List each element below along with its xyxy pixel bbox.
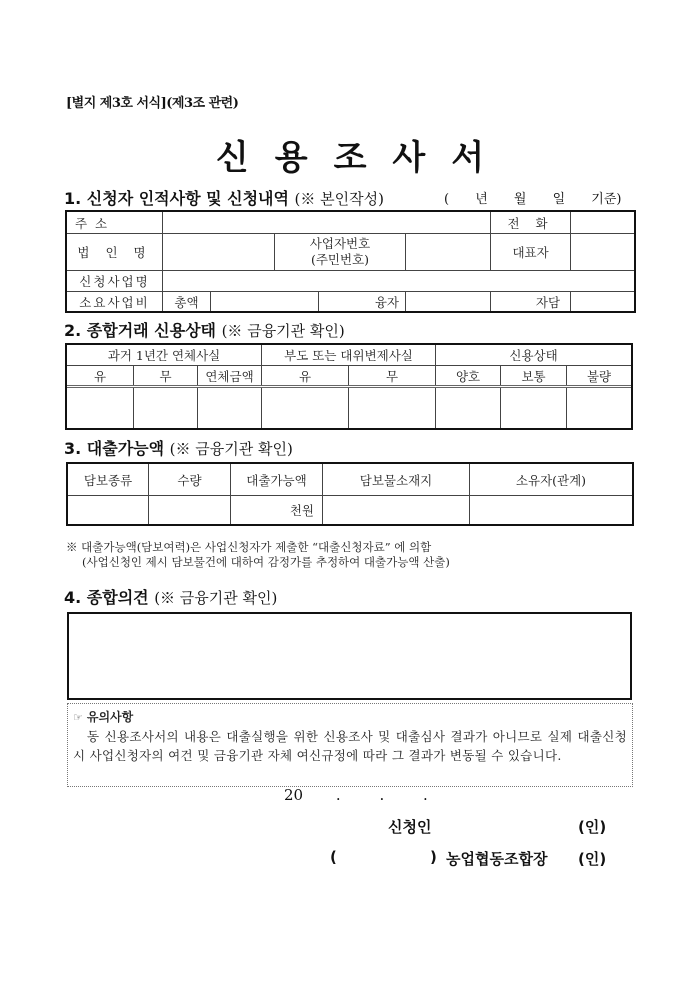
credit-normal-header: 보통	[501, 366, 567, 387]
date-line	[284, 786, 428, 804]
section1-note: (※ 본인작성)	[294, 190, 384, 208]
loan-amount-field[interactable]	[231, 496, 323, 525]
total-label: 총액	[163, 292, 211, 312]
notice-header	[73, 707, 627, 727]
footnote-line-2: (사업신청인 제시 담보물건에 대하여 감정가를 추정하여 대출가능액 산출)	[82, 555, 450, 569]
collateral-type-header: 담보종류	[68, 464, 149, 496]
paren-close: )	[430, 848, 437, 866]
project-name-label: 신청사업명	[67, 271, 163, 292]
page-title: 신용조사서	[215, 138, 511, 178]
pointing-hand-icon: ☞	[73, 711, 83, 724]
year-prefix: 20	[284, 786, 304, 804]
coop-seal: (인)	[578, 850, 607, 868]
default-yes-field[interactable]	[262, 387, 349, 429]
default-yes-header: 유	[262, 366, 349, 387]
loan-footnote	[66, 540, 450, 570]
collateral-location-field[interactable]	[323, 496, 470, 525]
quantity-header: 수량	[149, 464, 231, 496]
credit-status-table	[66, 344, 632, 429]
notice-body: 동 신용조사서의 내용은 대출실행을 위한 신용조사 및 대출심사 결과가 아니므로 실제 대출신청 시 사업신청자의 여건 및 금융기관 자체 여신규정에 따라 그 결과가 변동될 수 있습니다.	[73, 729, 627, 763]
address-field[interactable]	[163, 212, 491, 234]
paren-open: (	[330, 848, 337, 866]
loan-capacity-table	[67, 463, 633, 525]
credit-group-header: 신용상태	[436, 345, 632, 366]
date-dot-2: .	[379, 786, 385, 804]
rep-label: 대표자	[491, 234, 571, 271]
overdue-group-header: 과거 1년간 연체사실	[67, 345, 262, 366]
credit-bad-field[interactable]	[567, 387, 632, 429]
loan-capacity-row	[68, 496, 633, 525]
total-field[interactable]	[211, 292, 319, 312]
date-basis: ( 년 월 일 기준)	[444, 192, 622, 207]
corp-name-label: 법 인 명	[67, 234, 163, 271]
address-label: 주 소	[67, 212, 163, 234]
overdue-no-field[interactable]	[134, 387, 198, 429]
default-no-header: 무	[349, 366, 436, 387]
owner-header: 소유자(관계)	[470, 464, 633, 496]
section4-heading	[64, 585, 277, 608]
default-group-header: 부도 또는 대위변제사실	[262, 345, 436, 366]
biz-no-field[interactable]	[406, 234, 491, 271]
applicant-seal: (인)	[578, 818, 607, 836]
biz-no-label: 사업자번호 (주민번호)	[275, 234, 406, 271]
credit-bad-header: 불량	[567, 366, 632, 387]
credit-good-header: 양호	[436, 366, 501, 387]
credit-status-row	[67, 387, 632, 429]
self-pay-label: 자담	[491, 292, 571, 312]
section2-heading	[64, 318, 345, 341]
overdue-amount-header: 연체금액	[198, 366, 262, 387]
loan-amount-header: 대출가능액	[231, 464, 323, 496]
credit-good-field[interactable]	[436, 387, 501, 429]
collateral-type-field[interactable]	[68, 496, 149, 525]
section3-title: 3. 대출가능액	[64, 439, 165, 458]
corp-name-field[interactable]	[163, 234, 275, 271]
date-dot-1: .	[335, 786, 341, 804]
quantity-field[interactable]	[149, 496, 231, 525]
section1-heading	[64, 186, 384, 209]
footnote-line-1: ※ 대출가능액(담보여력)은 사업신청자가 제출한 “대출신청자료” 에 의함	[66, 540, 432, 554]
form-reference: [별지 제3호 서식](제3조 관련)	[66, 96, 239, 111]
coop-head-label: 농업협동조합장	[446, 850, 548, 868]
loan-label: 융자	[319, 292, 406, 312]
section3-note: (※ 금융기관 확인)	[169, 440, 293, 458]
phone-label: 전 화	[491, 212, 571, 234]
applicant-label: 신청인	[388, 818, 432, 836]
section1-title: 1. 신청자 인적사항 및 신청내역	[64, 189, 289, 208]
overall-opinion-field[interactable]	[67, 612, 632, 700]
owner-field[interactable]	[470, 496, 633, 525]
notice-title: 유의사항	[86, 710, 134, 724]
overdue-amount-field[interactable]	[198, 387, 262, 429]
self-pay-field[interactable]	[571, 292, 635, 312]
phone-field[interactable]	[571, 212, 635, 234]
default-no-field[interactable]	[349, 387, 436, 429]
cost-label: 소요사업비	[67, 292, 163, 312]
project-name-field[interactable]	[163, 271, 635, 292]
overdue-yes-header: 유	[67, 366, 134, 387]
rep-field[interactable]	[571, 234, 635, 271]
collateral-location-header: 담보물소재지	[323, 464, 470, 496]
notice-box	[67, 703, 633, 787]
applicant-info-table	[66, 211, 635, 312]
overdue-yes-field[interactable]	[67, 387, 134, 429]
unit-label: 천원	[289, 503, 314, 518]
date-dot-3: .	[423, 786, 428, 804]
section4-note: (※ 금융기관 확인)	[154, 589, 278, 607]
credit-normal-field[interactable]	[501, 387, 567, 429]
section2-title: 2. 종합거래 신용상태	[64, 321, 216, 340]
section4-title: 4. 종합의견	[64, 588, 149, 607]
overdue-no-header: 무	[134, 366, 198, 387]
loan-field[interactable]	[406, 292, 491, 312]
section3-heading	[64, 436, 293, 459]
section2-note: (※ 금융기관 확인)	[221, 322, 345, 340]
coop-name-field[interactable]	[345, 848, 428, 868]
